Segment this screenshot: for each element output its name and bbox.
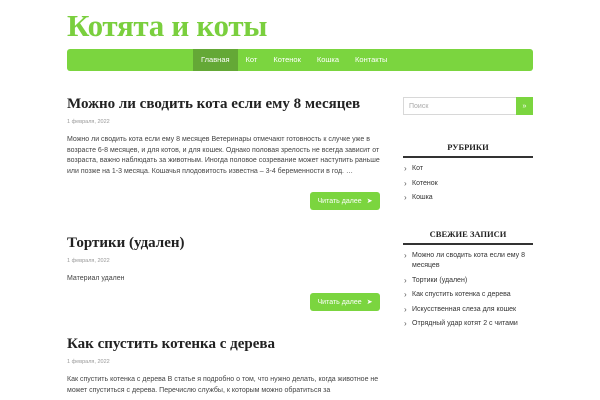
recent-post-link[interactable]: › Как спустить котенка с дерева (403, 290, 533, 300)
nav-item-female-cat[interactable]: Кошка (316, 55, 340, 64)
recent-post-link[interactable]: › Отрядный удар котят 2 с читами (403, 319, 533, 329)
read-more-button[interactable] (310, 192, 380, 210)
arrow-right-icon: ➤ (366, 299, 373, 306)
post-title[interactable]: Можно ли сводить кота если ему 8 месяцев (67, 96, 361, 112)
recent-post-link[interactable]: › Тортики (удален) (403, 276, 533, 286)
search-form (403, 97, 533, 115)
post-title[interactable]: Тортики (удален) (67, 235, 185, 251)
site-title[interactable]: Котята и коты (67, 8, 268, 43)
categories-list (403, 164, 533, 203)
read-more-label: Читать далее (317, 298, 362, 306)
nav-item-home[interactable]: Главная (193, 49, 238, 71)
recent-posts-widget (403, 229, 533, 334)
post-date: 1 февраля, 2022 (67, 119, 110, 125)
post-card (67, 235, 382, 285)
category-link[interactable]: › Кошка (403, 193, 533, 203)
post-card (67, 336, 382, 396)
main-navigation (67, 49, 533, 71)
recent-post-link[interactable]: › Можно ли сводить кота если ему 8 месяцев (403, 251, 533, 271)
category-link[interactable]: › Котенок (403, 179, 533, 189)
nav-menu (193, 49, 395, 71)
categories-widget (403, 142, 533, 208)
post-date: 1 февраля, 2022 (67, 258, 110, 264)
post-date: 1 февраля, 2022 (67, 359, 110, 365)
search-button[interactable] (516, 97, 533, 115)
post-excerpt: Как спустить котенка с дерева В статье я подробно о том, что нужно делать, когда животное не может спуститься с дерева. Перечислю службы, к которым можно обратиться за (67, 376, 379, 394)
post-excerpt: Можно ли сводить кота если ему 8 месяцев Ветеринары отмечают готовность к случке уже в возрасте 6-8 месяцев, и для котов, и для кошек. Однако половая зрелость не всегда зависит от возраста, важно наблюдать за животным. Иногда половое созревание может наступить раньше или позже на 1-3 месяца. Кошачья плодовитость известна – 3-4 беременности в год. … (67, 136, 380, 175)
recent-post-link[interactable]: › Искусственная слеза для кошек (403, 305, 533, 315)
category-link[interactable]: › Кот (403, 164, 533, 174)
widget-title: СВЕЖИЕ ЗАПИСИ (403, 229, 533, 245)
search-icon: » (522, 102, 527, 110)
widget-title: РУБРИКИ (403, 142, 533, 158)
post-card (67, 96, 382, 177)
arrow-right-icon: ➤ (366, 198, 373, 205)
nav-item-contacts[interactable]: Контакты (355, 55, 388, 64)
nav-item-cat[interactable]: Кот (245, 55, 258, 64)
post-excerpt: Материал удален (67, 275, 125, 282)
read-more-button[interactable] (310, 293, 380, 311)
search-input[interactable] (404, 98, 517, 114)
nav-item-kitten[interactable]: Котенок (273, 55, 301, 64)
post-title[interactable]: Как спустить котенка с дерева (67, 336, 275, 352)
recent-posts-list (403, 251, 533, 329)
read-more-label: Читать далее (317, 197, 362, 205)
